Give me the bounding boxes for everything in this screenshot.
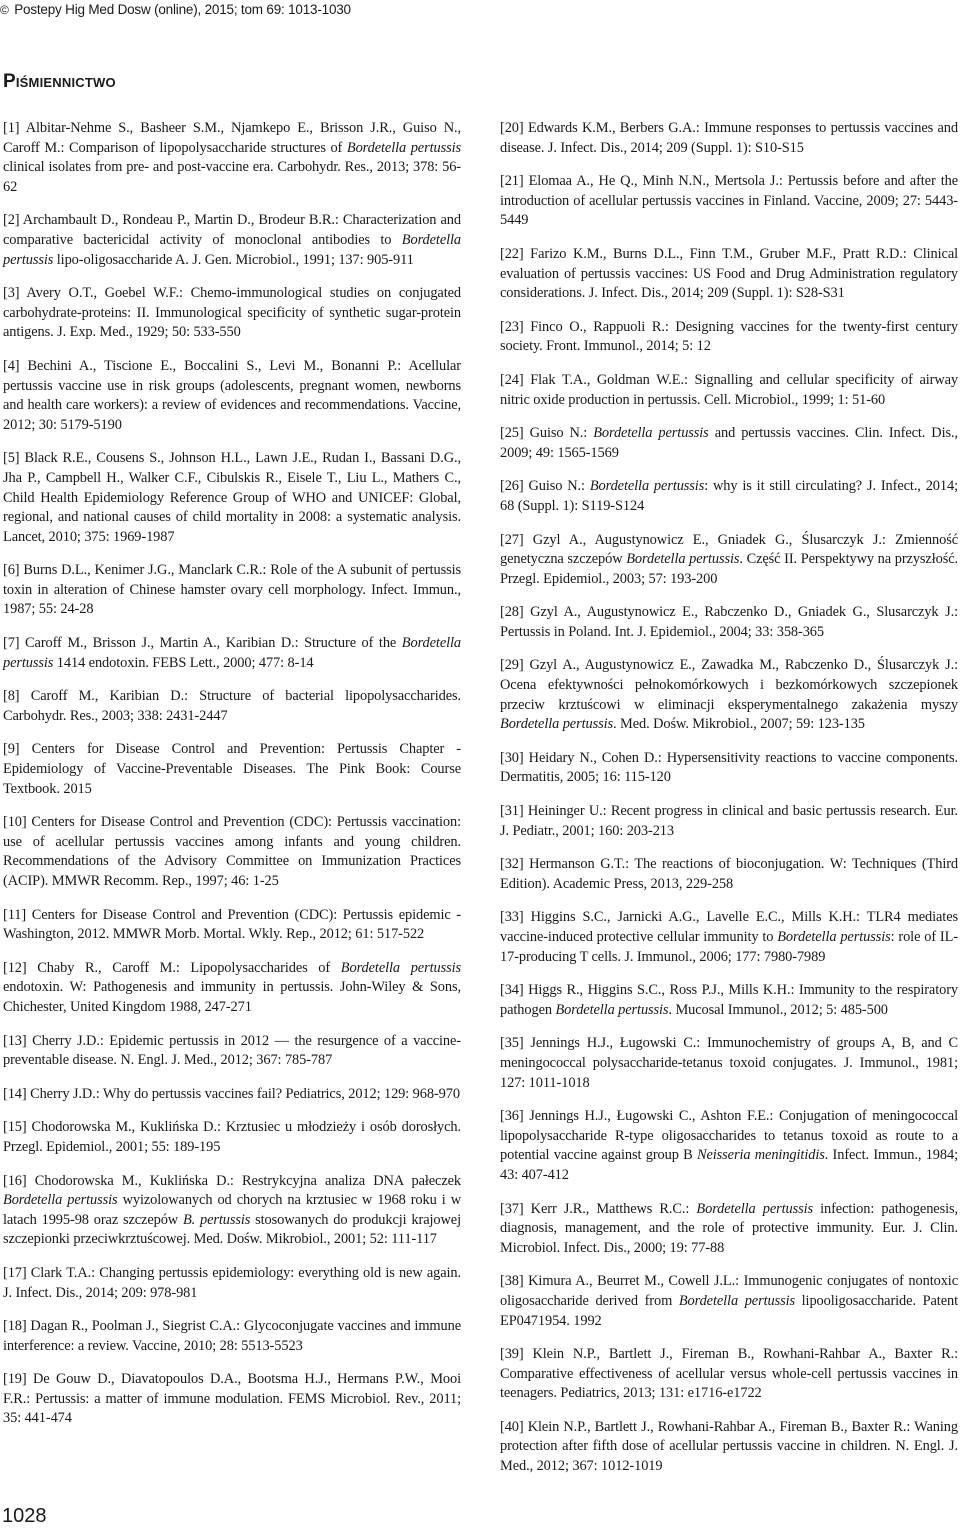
references-column-right <box>500 119 958 1491</box>
reference-italic-text: Bordetella pertussis <box>589 478 705 495</box>
reference-item <box>500 908 958 967</box>
reference-item <box>3 1032 461 1071</box>
reference-text: [11] Centers for Disease Control and Prevention (CDC): Pertussis epidemic - Washington, 2012. MMWR Morb. Mortal. Wkly. Rep., 2012; 61: 517-522 <box>3 906 461 943</box>
reference-text: [18] Dagan R., Poolman J., Siegrist C.A.: Glycoconjugate vaccines and immune interference: a review. Vaccine, 2010; 28: 5513-5523 <box>3 1318 461 1354</box>
reference-item <box>3 449 461 547</box>
section-title: Piśmiennictwo <box>3 71 116 92</box>
reference-item <box>3 211 461 270</box>
reference-text: [9] Centers for Disease Control and Prevention: Pertussis Chapter - Epidemiology of Vaccine-Preventable Diseases. The Pink Book: Course Textbook. 2015 <box>3 741 461 797</box>
reference-item <box>500 424 958 463</box>
reference-item <box>500 371 958 410</box>
reference-italic-text: Bordetella pertussis <box>340 959 461 976</box>
reference-italic-text: Bordetella pertussis <box>3 1192 118 1209</box>
reference-text: lipo-oligosaccharide A. J. Gen. Microbiol., 1991; 137: 905-911 <box>53 251 414 268</box>
reference-item <box>500 318 958 357</box>
reference-text: [38] Kimura A., Beurret M., Cowell J.L.: Immunogenic conjugates of nontoxic oligosaccharide derived from <box>500 1273 958 1309</box>
reference-text: [6] Burns D.L., Kenimer J.G., Manclark C.R.: Role of the A subunit of pertussis toxin in alteration of Chinese hamster ovary cell morphology. Infect. Immun., 1987; 55: 24-28 <box>3 562 461 618</box>
page-number: 1028 <box>2 1505 47 1527</box>
reference-italic-text: Bordetella pertussis <box>346 139 461 156</box>
reference-text: . Med. Dośw. Mikrobiol., 2007; 59: 123-135 <box>613 716 865 733</box>
reference-text: [24] Flak T.A., Goldman W.E.: Signalling and cellular specificity of airway nitric oxide production in pertussis. Cell. Microbiol., 1999; 1: 51-60 <box>500 371 958 408</box>
reference-item <box>3 1264 461 1303</box>
reference-item <box>500 1272 958 1331</box>
reference-item <box>500 1200 958 1259</box>
reference-text: [5] Black R.E., Cousens S., Johnson H.L., Lawn J.E., Rudan I., Bassani D.G., Jha P., Campbell H., Walker C.F., Cibulskis R., Eisele T., Liu L., Mathers C., Child Health Epidemiology Reference Group of WHO and UNICEF: Global, regional, and national causes of child mortality in 2008: a systematic analysis. Lancet, 2010; 375: 1969-1987 <box>3 450 461 545</box>
reference-italic-text: Bordetella pertussis <box>678 1292 795 1309</box>
reference-text: [31] Heininger U.: Recent progress in clinical and basic pertussis research. Eur. J. Pediatr., 2001; 160: 203-213 <box>500 803 958 839</box>
reference-text: [36] Jennings H.J., Ługowski C., Ashton F.E.: Conjugation of meningococcal lipopolysaccharide R-type oligosaccharides to tetanus toxoid as route to a potential vaccine against group B <box>500 1108 958 1164</box>
reference-text: [33] Higgins S.C., Jarnicki A.G., Lavelle E.C., Mills K.H.: TLR4 mediates vaccine-induced protective cellular immunity to <box>500 909 958 945</box>
reference-italic-text: Bordetella pertussis <box>3 635 461 671</box>
reference-italic-text: Bordetella pertussis <box>777 929 891 945</box>
reference-text: [26] Guiso N.: <box>500 478 590 495</box>
reference-item <box>3 1085 461 1105</box>
reference-italic-text: Bordetella pertussis <box>555 1001 669 1018</box>
reference-item <box>3 813 461 891</box>
reference-text: and pertussis vaccines. Clin. Infect. Dis., 2009; 49: 1565-1569 <box>500 425 958 461</box>
reference-text: [27] Gzyl A., Augustynowicz E., Gniadek G., Ślusarczyk J.: Zmienność genetyczna szczepów <box>500 531 958 568</box>
reference-text: [3] Avery O.T., Goebel W.F.: Chemo-immunological studies on conjugated carbohydrate-proteins: II. Immunological specificity of synthetic sugar-protein antigens. J. Exp. Med., 1929; 50: 533-550 <box>3 285 461 341</box>
reference-text: [28] Gzyl A., Augustynowicz E., Rabczenko D., Gniadek G., Slusarczyk J.: Pertussis in Poland. Int. J. Epidemiol., 2004; 33: 358-365 <box>500 604 958 640</box>
reference-italic-text: Bordetella pertussis <box>3 231 461 268</box>
reference-item <box>500 245 958 304</box>
reference-text: [7] Caroff M., Brisson J., Martin A., Karibian D.: Structure of the <box>3 635 402 652</box>
reference-text: [20] Edwards K.M., Berbers G.A.: Immune responses to pertussis vaccines and disease. J. Infect. Dis., 2014; 209 (Suppl. 1): S10-S15 <box>500 120 958 156</box>
reference-italic-text: Bordetella pertussis <box>696 1200 813 1217</box>
journal-header <box>0 2 351 17</box>
reference-italic-text: Neisseria meningitidis <box>696 1147 825 1164</box>
reference-item <box>3 959 461 1018</box>
reference-item <box>500 855 958 894</box>
reference-item <box>3 1172 461 1250</box>
reference-italic-text: Bordetella pertussis <box>593 425 709 442</box>
reference-text: [22] Farizo K.M., Burns D.L., Finn T.M., Gruber M.F., Pratt R.D.: Clinical evaluation of pertussis vaccines: US Food and Drug Administration regulatory considerations. J. Infect. Dis., 2014; 209 (Suppl. 1): S28-S31 <box>500 245 958 302</box>
reference-text: [34] Higgs R., Higgins S.C., Ross P.J., Mills K.H.: Immunity to the respiratory pathogen <box>500 982 958 1018</box>
reference-text: [32] Hermanson G.T.: The reactions of bioconjugation. W: Techniques (Third Edition). Academic Press, 2013, 229-258 <box>500 856 958 892</box>
journal-citation: Postepy Hig Med Dosw (online), 2015; tom 69: 1013-1030 <box>14 2 351 17</box>
reference-text: [4] Bechini A., Tiscione E., Boccalini S., Levi M., Bonanni P.: Acellular pertussis vaccine use in risk groups (adolescents, pregnant women, newborns and health care workers): a review of evidences and recommendations. Vaccine, 2012; 30: 5179-5190 <box>3 357 461 433</box>
references-column-left <box>3 119 461 1443</box>
reference-italic-text: Bordetella pertussis <box>500 716 613 733</box>
reference-item <box>3 357 461 435</box>
reference-item <box>500 656 958 734</box>
reference-item <box>3 284 461 343</box>
reference-item <box>500 1107 958 1185</box>
copyright-icon: © <box>0 3 9 17</box>
reference-item <box>500 531 958 590</box>
reference-item <box>3 687 461 726</box>
reference-text: [15] Chodorowska M., Kuklińska D.: Krztusiec u młodzieży i osób dorosłych. Przegl. Epidemiol., 2001; 55: 189-195 <box>3 1119 461 1155</box>
reference-italic-text: B. pertussis <box>182 1211 251 1228</box>
reference-item <box>500 603 958 642</box>
reference-text: [39] Klein N.P., Bartlett J., Fireman B., Rowhani-Rahbar A., Baxter R.: Comparative effectiveness of acellular versus whole-cell pertussis vaccines in teenagers. Pediatrics, 2013; 131: e1716-e1722 <box>500 1346 958 1402</box>
reference-item <box>3 119 461 197</box>
reference-text: [37] Kerr J.R., Matthews R.C.: <box>500 1200 697 1217</box>
reference-text: [16] Chodorowska M., Kuklińska D.: Restrykcyjna analiza DNA pałeczek <box>3 1172 461 1189</box>
reference-item <box>3 906 461 945</box>
reference-item <box>3 634 461 673</box>
reference-text: [19] De Gouw D., Diavatopoulos D.A., Bootsma H.J., Hermans P.W., Mooi F.R.: Pertussis: a matter of immune modulation. FEMS Microbiol. Rev., 2011; 35: 441-474 <box>3 1371 461 1427</box>
reference-text: 1414 endotoxin. FEBS Lett., 2000; 477: 8-14 <box>53 654 314 671</box>
reference-item <box>500 1345 958 1404</box>
reference-text: : role of IL-17-producing T cells. J. Immunol., 2006; 177: 7980-7989 <box>500 929 958 965</box>
reference-text: [13] Cherry J.D.: Epidemic pertussis in 2012 — the resurgence of a vaccine-preventable disease. N. Engl. J. Med., 2012; 367: 785-787 <box>3 1032 461 1069</box>
reference-item <box>3 1370 461 1429</box>
reference-item <box>3 561 461 620</box>
reference-item <box>3 1118 461 1157</box>
reference-text: [8] Caroff M., Karibian D.: Structure of bacterial lipopolysaccharides. Carbohydr. Res., 2003; 338: 2431-2447 <box>3 688 461 724</box>
reference-text: [40] Klein N.P., Bartlett J., Rowhani-Rahbar A., Fireman B., Baxter R.: Waning protection after fifth dose of acellular pertussis vaccine in children. N. Engl. J. Med., 2012; 367: 1012-1019 <box>500 1418 958 1475</box>
reference-text: [10] Centers for Disease Control and Prevention (CDC): Pertussis vaccination: use of acellular pertussis vaccines among infants and young children. Recommendations of the Advisory Committee on Immunization Practices (ACIP). MMWR Recomm. Rep., 1997; 46: 1-25 <box>3 814 461 889</box>
reference-text: wyizolowanych od chorych na krztusiec w 1968 roku i w latach 1995-98 oraz szczepów <box>3 1192 461 1228</box>
reference-item <box>500 749 958 788</box>
reference-text: [21] Elomaa A., He Q., Minh N.N., Mertsola J.: Pertussis before and after the introduction of acellular pertussis vaccines in Finland. Vaccine, 2009; 27: 5443-5449 <box>500 173 958 229</box>
reference-text: lipooligosaccharide. Patent EP0471954. 1992 <box>500 1292 958 1329</box>
reference-text: [25] Guiso N.: <box>500 425 594 442</box>
reference-text: . Infect. Immun., 1984; 43: 407-412 <box>500 1147 958 1183</box>
reference-item <box>500 1418 958 1477</box>
reference-item <box>500 802 958 841</box>
reference-item <box>500 119 958 158</box>
reference-text: [12] Chaby R., Caroff M.: Lipopolysaccharides of <box>3 959 341 976</box>
reference-item <box>500 981 958 1020</box>
reference-text: stosowanych do produkcji krajowej szczepionki przeciwkrztuścowej. Med. Dośw. Mikrobiol., 2001; 52: 111-117 <box>3 1211 461 1248</box>
reference-text: [23] Finco O., Rappuoli R.: Designing vaccines for the twenty-first century society. Front. Immunol., 2014; 5: 12 <box>500 318 958 355</box>
reference-text: endotoxin. W: Pathogenesis and immunity in pertussis. John-Wiley & Sons, Chichester, United Kingdom 1988, 247-271 <box>3 979 461 1015</box>
reference-text: clinical isolates from pre- and post-vaccine era. Carbohydr. Res., 2013; 378: 56-62 <box>3 159 461 195</box>
reference-item <box>3 740 461 799</box>
reference-text: [17] Clark T.A.: Changing pertussis epidemiology: everything old is new again. J. Infect. Dis., 2014; 209: 978-981 <box>3 1264 461 1301</box>
reference-text: . Mucosal Immunol., 2012; 5: 485-500 <box>668 1001 888 1018</box>
reference-item <box>500 172 958 231</box>
reference-text: : why is it still circulating? J. Infect., 2014; 68 (Suppl. 1): S119-S124 <box>500 478 958 514</box>
reference-text: [30] Heidary N., Cohen D.: Hypersensitivity reactions to vaccine components. Dermatitis, 2005; 16: 115-120 <box>500 749 958 786</box>
reference-item <box>3 1317 461 1356</box>
reference-item <box>500 1034 958 1093</box>
reference-item <box>500 477 958 516</box>
reference-italic-text: Bordetella pertussis <box>626 551 740 568</box>
reference-text: [1] Albitar-Nehme S., Basheer S.M., Njamkepo E., Brisson J.R., Guiso N., Caroff M.: Comparison of lipopolysaccharide structures of <box>3 120 461 156</box>
reference-text: [2] Archambault D., Rondeau P., Martin D., Brodeur B.R.: Characterization and comparative bactericidal activity of monoclonal antibodies to <box>3 212 461 248</box>
reference-text: [29] Gzyl A., Augustynowicz E., Zawadka M., Rabczenko D., Ślusarczyk J.: Ocena efektywności pełnokomórkowych i bezkomórkowych szczepionek przeciw krztuścowi w eliminacji eksperymentalnego zakażenia myszy <box>500 657 958 713</box>
reference-text: . Część II. Perspektywy na przyszłość. Przegl. Epidemiol., 2003; 57: 193-200 <box>500 551 958 587</box>
reference-text: [14] Cherry J.D.: Why do pertussis vaccines fail? Pediatrics, 2012; 129: 968-970 <box>3 1085 460 1102</box>
reference-text: infection: pathogenesis, diagnosis, management, and the role of protective immunity. Eur. J. Clin. Microbiol. Infect. Dis., 2000; 19: 77-88 <box>500 1200 958 1256</box>
reference-text: [35] Jennings H.J., Ługowski C.: Immunochemistry of groups A, B, and C meningococcal polysaccharide-tetanus toxoid conjugates. J. Immunol., 1981; 127: 1011-1018 <box>500 1035 958 1091</box>
